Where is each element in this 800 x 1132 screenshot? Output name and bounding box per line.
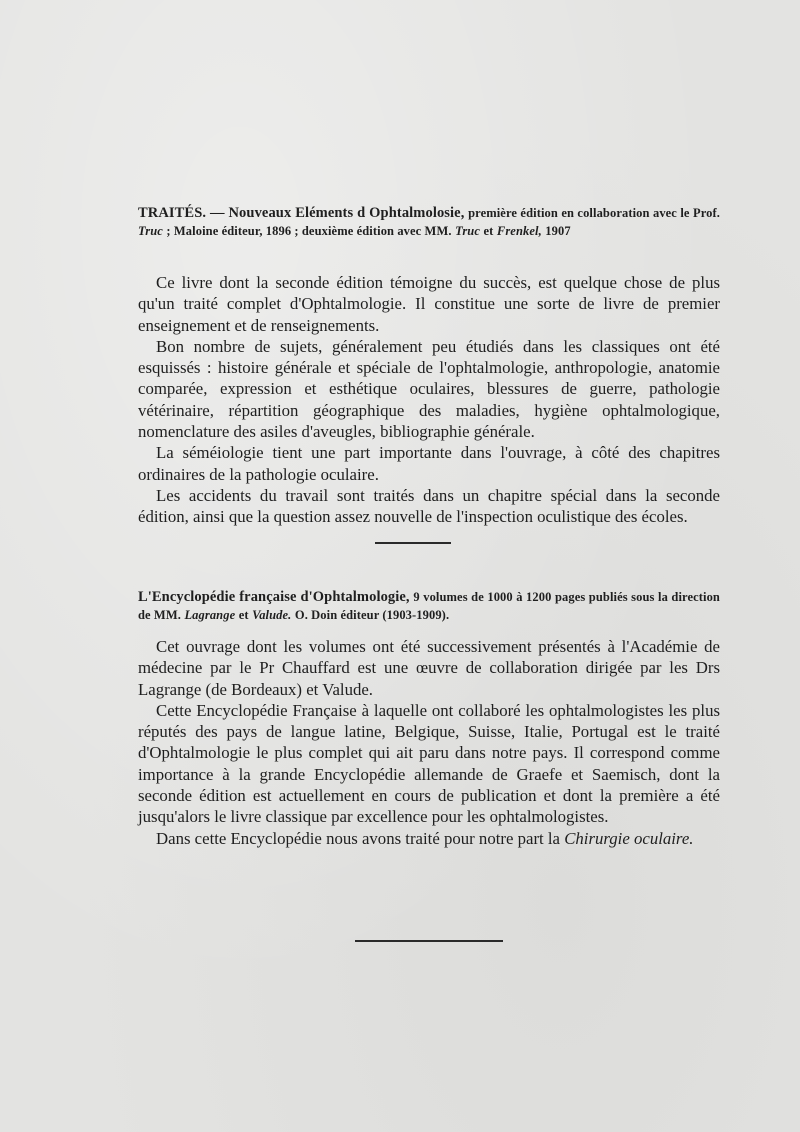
paragraph-text: Dans cette Encyclopédie nous avons traité pour notre part la xyxy=(156,828,561,848)
section-2-detail: et xyxy=(238,608,249,622)
section-1-body xyxy=(138,272,720,528)
section-2-heading xyxy=(138,588,720,624)
author-name: Truc xyxy=(455,224,480,238)
section-1-detail: ; Maloine éditeur, 1896 ; deuxième édition avec MM. xyxy=(166,224,452,238)
author-name: Truc xyxy=(138,224,163,238)
paragraph: Ce livre dont la seconde édition témoigne du succès, est quelque chose de plus qu'un traité complet d'Ophtalmologie. Il constitue une sorte de livre de premier enseignement et de renseignements. xyxy=(138,273,720,335)
paragraph-text: Chauffard est une œuvre de collaboration dirigée par les xyxy=(281,658,688,678)
section-2-body xyxy=(138,636,720,849)
section-1-detail: 1907 xyxy=(545,224,571,238)
author-name: Frenkel, xyxy=(496,224,542,238)
section-1-title: TRAITÉS. — Nouveaux Eléments d Ophtalmolosie, xyxy=(138,205,465,221)
section-1-heading xyxy=(138,204,720,240)
paragraph xyxy=(138,636,720,700)
author-name: Valude. xyxy=(252,608,292,622)
abbreviation: Drs xyxy=(695,658,721,678)
section-divider xyxy=(355,940,503,942)
paragraph: Les accidents du travail sont traités dans un chapitre spécial dans la seconde édition, ainsi que la question assez nouvelle de l'inspection oculistique des écoles. xyxy=(138,485,720,527)
section-2-detail: 9 volumes de 1000 à 1200 pages publiés sous la direction de MM. xyxy=(138,590,720,622)
section-1-detail: première édition en collaboration avec le Prof. xyxy=(468,206,720,220)
section-2-detail: O. Doin éditeur (1903-1909). xyxy=(294,608,450,622)
section-1-detail: et xyxy=(483,224,494,238)
paragraph xyxy=(138,828,720,849)
section-divider xyxy=(375,542,451,544)
paragraph: La séméiologie tient une part importante dans l'ouvrage, à côté des chapitres ordinaires de la pathologie oculaire. xyxy=(138,443,720,484)
paragraph: Bon nombre de sujets, généralement peu étudiés dans les classiques ont été esquissés : histoire générale et spéciale de l'ophtalmologie, anthropologie, anatomie comparée, expression et esthétique oculaires, blessures de guerre, pathologie vétérinaire, répartition géographique des maladies, hygiène ophtalmologique, nomenclature des asiles d'aveugles, bibliographie générale. xyxy=(138,336,720,442)
section-2-title: L'Encyclopédie française d'Ophtalmologie, xyxy=(138,589,410,605)
abbreviation: Pr xyxy=(259,658,275,678)
paragraph-text: Lagrange (de Bordeaux) et Valude. xyxy=(138,679,373,699)
paragraph-text: Cet ouvrage dont les volumes ont été successivement présentés à l'Académie de médecine par le xyxy=(138,637,720,678)
author-name: Lagrange xyxy=(184,608,236,622)
emphasized-text: Chirurgie oculaire. xyxy=(564,828,694,848)
paragraph: Cette Encyclopédie Française à laquelle ont collaboré les ophtalmologistes les plus réputés des pays de langue latine, Belgique, Suisse, Italie, Portugal est le traité d'Ophtalmologie le plus complet qui ait paru dans notre pays. Il correspond comme importance à la grande Encyclopédie allemande de Graefe et Saemisch, dont la seconde édition est actuellement en cours de publication et dont la première a été jusqu'alors le livre classique par excellence pour les ophtalmologistes. xyxy=(138,700,720,827)
